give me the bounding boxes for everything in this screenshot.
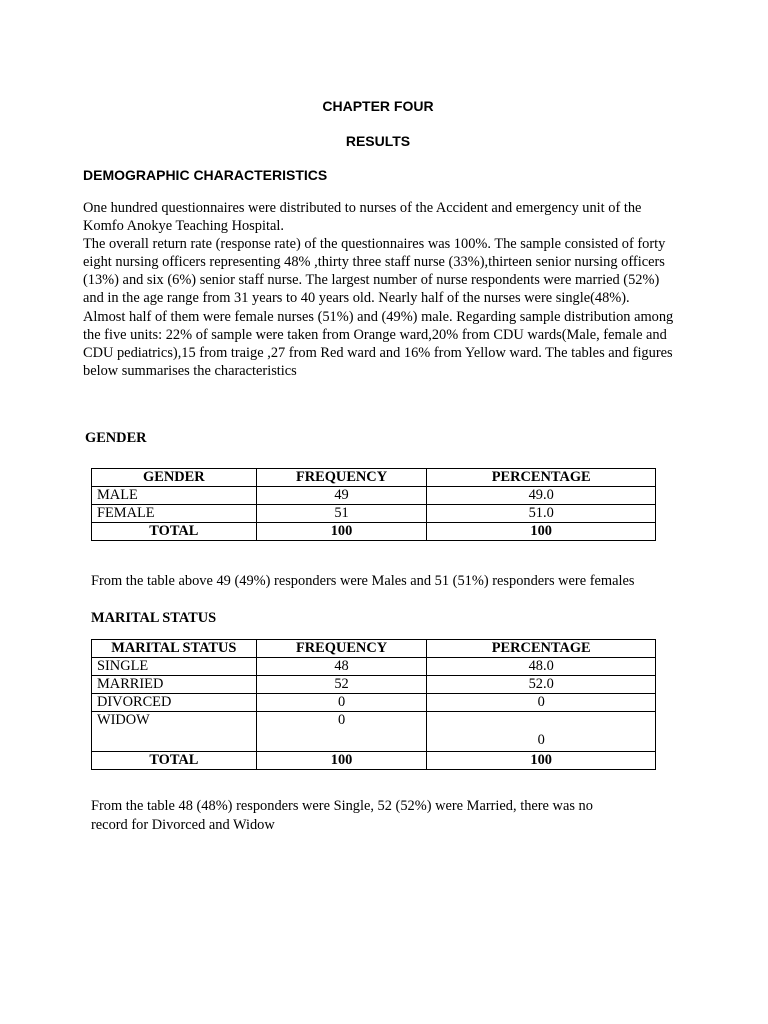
table-cell: 0 xyxy=(427,712,656,752)
section-heading: DEMOGRAPHIC CHARACTERISTICS xyxy=(83,167,328,183)
table-total-row xyxy=(92,752,656,770)
header-cell: GENDER xyxy=(92,469,257,487)
intro-text xyxy=(83,199,683,380)
table-cell: 100 xyxy=(427,752,656,770)
results-title: RESULTS xyxy=(345,133,411,149)
gender-table xyxy=(91,468,656,541)
chapter-title: CHAPTER FOUR xyxy=(322,98,434,114)
header-cell: MARITAL STATUS xyxy=(92,640,257,658)
table-cell: FEMALE xyxy=(92,505,257,523)
table-cell: 48.0 xyxy=(427,658,656,676)
table-cell: MARRIED xyxy=(92,676,257,694)
table-cell: 49.0 xyxy=(427,487,656,505)
table-cell: 100 xyxy=(256,752,427,770)
table-cell: WIDOW xyxy=(92,712,257,752)
table-row xyxy=(92,694,656,712)
table-cell: 100 xyxy=(427,523,656,541)
table-cell: 0 xyxy=(256,694,427,712)
header-cell: PERCENTAGE xyxy=(427,640,656,658)
table-cell: 100 xyxy=(256,523,427,541)
table-cell: 48 xyxy=(256,658,427,676)
table-cell: TOTAL xyxy=(92,752,257,770)
gender-heading: GENDER xyxy=(85,430,147,446)
table-row xyxy=(92,676,656,694)
table-cell: MALE xyxy=(92,487,257,505)
marital-heading: MARITAL STATUS xyxy=(91,610,217,626)
marital-table xyxy=(91,639,656,770)
table-row xyxy=(92,658,656,676)
table-cell: 0 xyxy=(256,712,427,752)
intro-paragraph-1: One hundred questionnaires were distributed to nurses of the Accident and emergency unit of the Komfo Anokye Teaching Hospital. xyxy=(83,200,642,235)
header-cell: PERCENTAGE xyxy=(427,469,656,487)
table-row xyxy=(92,505,656,523)
table-cell: 52.0 xyxy=(427,676,656,694)
table-cell: 51.0 xyxy=(427,505,656,523)
intro-paragraph-3: Almost half of them were female nurses (51%) and (49%) male. Regarding sample distribution among the five units: 22% of sample were taken from Orange ward,20% from CDU wards(Male, female and CDU pediatrics),15 from traige ,27 from Red ward and 16% from Yellow ward. The tables and figures below summarises the characteristics xyxy=(83,308,674,379)
table-total-row xyxy=(92,523,656,541)
header-cell: FREQUENCY xyxy=(256,640,427,658)
table-row xyxy=(92,487,656,505)
header-cell: FREQUENCY xyxy=(256,469,427,487)
intro-paragraph-2: The overall return rate (response rate) of the questionnaires was 100%. The sample consisted of forty eight nursing officers representing 48% ,thirty three staff nurse (33%),thirteen senior nursing officers (13%) and six (6%) senior staff nurse. The largest number of nurse respondents were married (52%) and in the age range from 31 years to 40 years old. Nearly half of the nurses were single(48%). xyxy=(83,236,666,307)
table-header-row xyxy=(92,640,656,658)
table-cell: 51 xyxy=(256,505,427,523)
table-cell: 52 xyxy=(256,676,427,694)
table-cell: TOTAL xyxy=(92,523,257,541)
table-cell: SINGLE xyxy=(92,658,257,676)
marital-note: From the table 48 (48%) responders were Single, 52 (52%) were Married, there was no record for Divorced and Widow xyxy=(91,798,593,833)
table-header-row xyxy=(92,469,656,487)
table-cell: 0 xyxy=(427,694,656,712)
gender-note: From the table above 49 (49%) responders were Males and 51 (51%) responders were females xyxy=(91,573,635,589)
table-cell: DIVORCED xyxy=(92,694,257,712)
table-cell: 49 xyxy=(256,487,427,505)
table-row xyxy=(92,712,656,752)
